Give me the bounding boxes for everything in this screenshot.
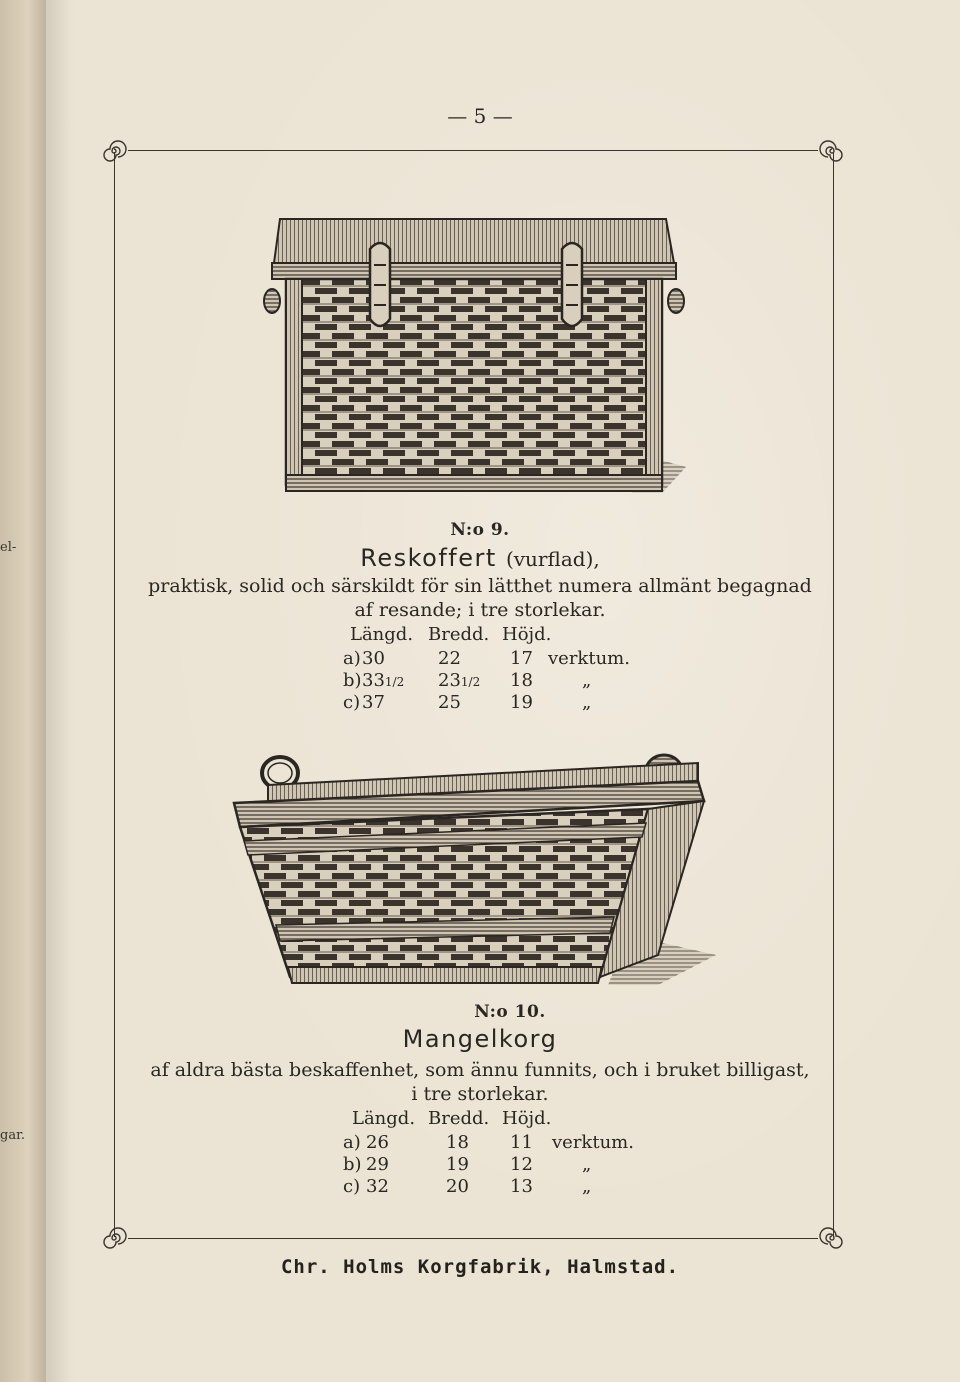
ditto-mark: „ [582, 1176, 592, 1197]
height-value: 13 [510, 1176, 533, 1197]
height-value: 18 [510, 670, 533, 691]
unit-label: verktum. [552, 1132, 634, 1153]
height-value: 11 [510, 1132, 533, 1153]
length-value: 29 [366, 1154, 389, 1175]
size-table [0, 1108, 960, 1208]
product-description-line: af aldra bästa beskaffenhet, som ännu funnits, och i bruket billigast, [150, 1059, 810, 1081]
corner-spiral-ornament-icon [819, 138, 845, 164]
length-value: 26 [366, 1132, 389, 1153]
unit-label: verktum. [548, 648, 630, 669]
length-value: 32 [366, 1176, 389, 1197]
product-name: Mangelkorg [402, 1025, 558, 1053]
height-value: 12 [510, 1154, 533, 1175]
width-value: 20 [446, 1176, 469, 1197]
length-value: 37 [362, 692, 385, 713]
length-value: 30 [362, 648, 385, 669]
page-number: — 5 — [447, 104, 513, 128]
wicker-trunk-illustration [262, 205, 686, 500]
publisher-imprint: Chr. Holms Korgfabrik, Halmstad. [280, 1256, 680, 1278]
row-label: c) [343, 1176, 361, 1197]
height-value: 19 [510, 692, 533, 713]
height-value: 17 [510, 648, 533, 669]
row-label: a) [343, 1132, 361, 1153]
ditto-mark: „ [582, 1154, 592, 1175]
product-name: Reskoffert [360, 544, 497, 572]
frame-top-rule [128, 150, 818, 151]
column-header: Höjd. [502, 624, 552, 645]
column-header: Längd. [352, 1108, 416, 1129]
column-header: Höjd. [502, 1108, 552, 1129]
width-value: 25 [438, 692, 461, 713]
width-value: 18 [446, 1132, 469, 1153]
corner-spiral-ornament-icon [101, 1225, 127, 1251]
facing-page-fragment: el- [0, 540, 17, 555]
size-table [0, 624, 960, 724]
product-name-suffix: (vurflad), [505, 547, 600, 571]
product-description-line: i tre storlekar. [411, 1083, 549, 1105]
width-value: 19 [446, 1154, 469, 1175]
laundry-basket-illustration [228, 745, 716, 990]
row-label: c) [343, 692, 361, 713]
width-value: 231/2 [438, 670, 481, 691]
product-number: N:o 10. [474, 1002, 546, 1022]
column-header: Bredd. [428, 1108, 490, 1129]
row-label: b) [343, 1154, 362, 1175]
product-number: N:o 9. [450, 520, 510, 540]
ditto-mark: „ [582, 670, 592, 691]
frame-bottom-rule [128, 1238, 818, 1239]
corner-spiral-ornament-icon [819, 1225, 845, 1251]
row-label: a) [343, 648, 361, 669]
row-label: b) [343, 670, 362, 691]
column-header: Bredd. [428, 624, 490, 645]
length-value: 331/2 [362, 670, 405, 691]
corner-spiral-ornament-icon [101, 138, 127, 164]
product-title [0, 544, 960, 572]
column-header: Längd. [350, 624, 414, 645]
product-description-line: praktisk, solid och särskildt för sin lätthet numera allmänt begagnad [148, 575, 812, 597]
ditto-mark: „ [582, 692, 592, 713]
width-value: 22 [438, 648, 461, 669]
facing-page-fragment: gar. [0, 1128, 25, 1143]
product-description-line: af resande; i tre storlekar. [354, 599, 606, 621]
